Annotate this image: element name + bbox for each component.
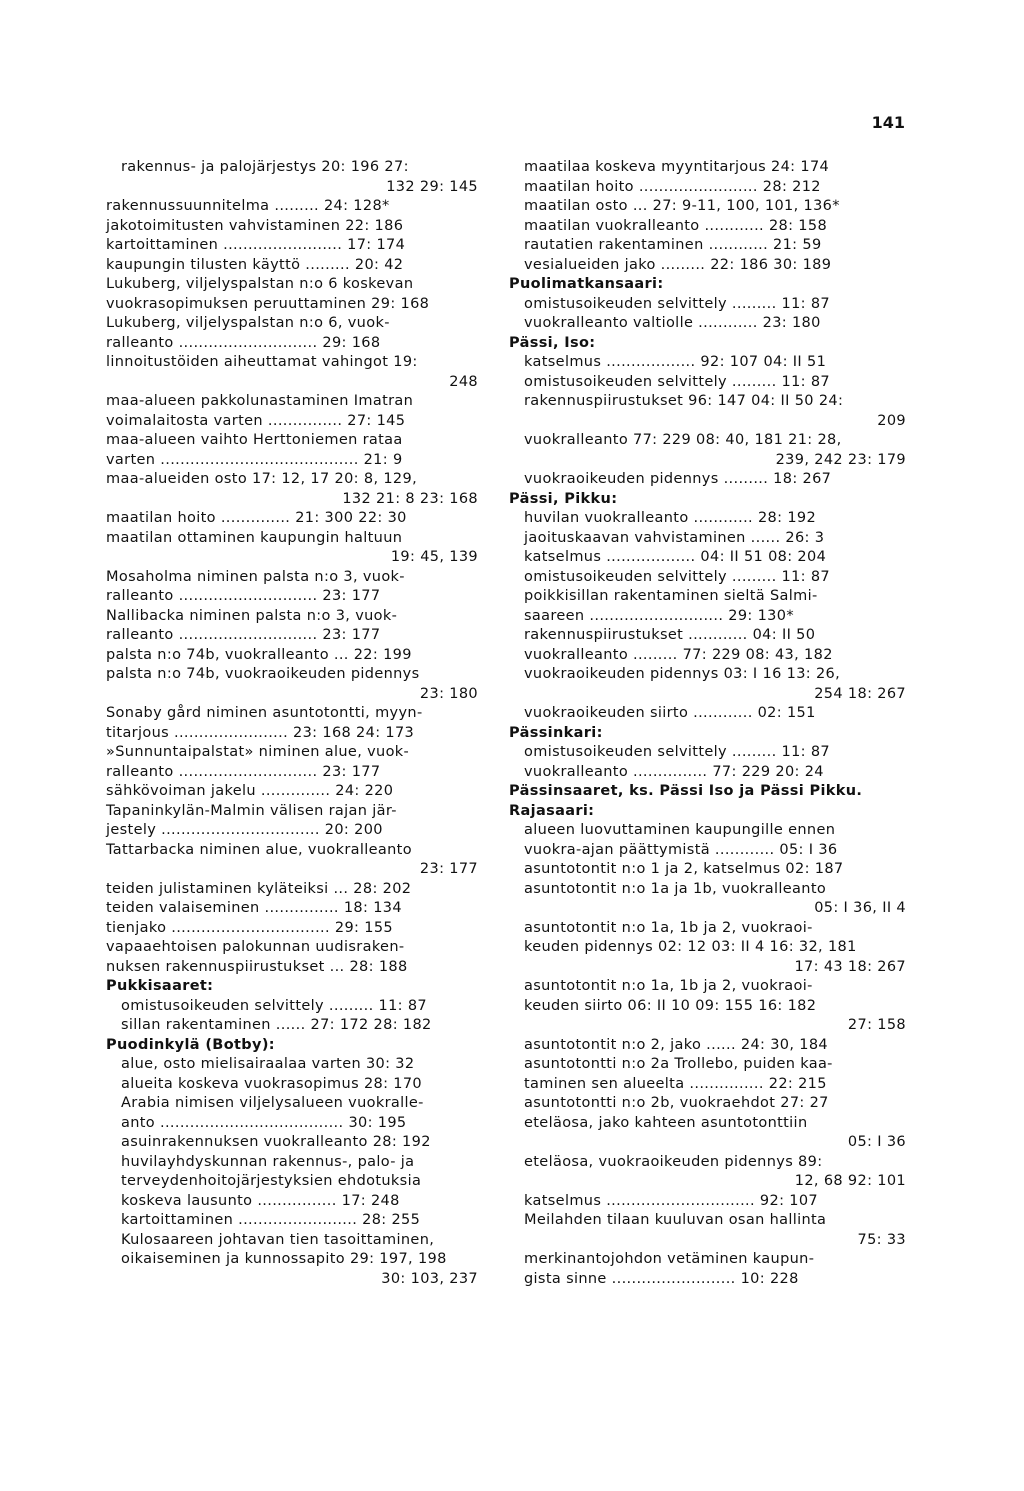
index-entry — [106, 568, 478, 607]
index-entry — [106, 1231, 478, 1290]
index-line: koskeva lausunto ................ 17: 248 — [121, 1192, 400, 1209]
index-column-left — [106, 158, 478, 1289]
index-line: Lukuberg, viljelyspalstan n:o 6, vuok- — [106, 315, 390, 331]
index-line: maa-alueiden osto 17: 12, 17 20: 8, 129, — [106, 471, 418, 487]
index-entry — [509, 763, 906, 783]
index-line: vesialueiden jako ......... 22: 186 30: 189 — [524, 256, 832, 273]
index-line: jaoituskaavan vahvistaminen ...... 26: 3 — [524, 529, 825, 546]
index-entry — [106, 802, 478, 841]
index-entry — [509, 1250, 906, 1289]
index-line: palsta n:o 74b, vuokralleanto ... 22: 199 — [106, 646, 412, 663]
index-entry — [106, 899, 478, 919]
index-entry — [509, 665, 906, 704]
index-line: katselmus .................. 92: 107 04: II 51 — [524, 354, 827, 370]
index-line: kaupungin tilusten käyttö ......... 20: 42 — [106, 256, 404, 273]
index-entry — [106, 1153, 478, 1212]
index-line: 12, 68 92: 101 — [794, 1173, 906, 1189]
index-entry — [509, 626, 906, 646]
index-line: Pukkisaaret: — [106, 978, 214, 994]
index-entry — [106, 1055, 478, 1075]
index-entry — [106, 275, 478, 314]
index-line: maatilan ottaminen kaupungin haltuun — [106, 529, 403, 546]
index-entry — [509, 217, 906, 237]
index-line: 248 — [449, 373, 478, 390]
index-line: maatilan osto ... 27: 9-11, 100, 101, 136* — [524, 198, 840, 214]
index-line: »Sunnuntaipalstat» niminen alue, vuok- — [106, 744, 410, 760]
index-line: gista sinne ......................... 10: 228 — [524, 1270, 799, 1287]
index-line: maatilan hoito ........................ 28: 212 — [524, 178, 821, 195]
index-entry — [106, 431, 478, 470]
index-entry — [106, 997, 478, 1017]
index-entry — [509, 256, 906, 276]
index-entry — [106, 665, 478, 704]
index-line: 132 29: 145 — [386, 178, 478, 195]
index-line: oikaiseminen ja kunnossapito 29: 197, 198 — [121, 1251, 447, 1267]
index-entry — [106, 529, 478, 568]
index-line: rakennus- ja palojärjestys 20: 196 27: — [121, 159, 409, 175]
index-line: anto ..................................... 30: 195 — [121, 1114, 407, 1131]
index-line: vuokraoikeuden pidennys ......... 18: 267 — [524, 471, 832, 487]
index-column-right — [509, 158, 906, 1289]
index-line: rakennuspiirustukset ............ 04: II 50 — [524, 627, 816, 643]
index-line: 30: 103, 237 — [381, 1270, 478, 1287]
index-line: Puodinkylä (Botby): — [106, 1036, 275, 1053]
index-line: 254 18: 267 — [814, 685, 906, 702]
index-entry — [106, 1016, 478, 1036]
index-line: asuntotontti n:o 2b, vuokraehdot 27: 27 — [524, 1095, 829, 1111]
index-line: nuksen rakennuspiirustukset ... 28: 188 — [106, 958, 408, 975]
index-line: huvilan vuokralleanto ............ 28: 192 — [524, 510, 817, 526]
index-line: Meilahden tilaan kuuluvan osan hallinta — [524, 1212, 827, 1228]
index-line: Arabia nimisen viljelysalueen vuokralle- — [121, 1095, 424, 1111]
index-entry — [509, 470, 906, 490]
index-line: eteläosa, vuokraoikeuden pidennys 89: — [524, 1153, 823, 1170]
index-entry — [106, 880, 478, 900]
index-entry — [509, 568, 906, 588]
index-line: maatilan vuokralleanto ............ 28: 158 — [524, 217, 828, 234]
index-line: alueen luovuttaminen kaupungille ennen — [524, 822, 836, 838]
index-entry — [509, 197, 906, 217]
index-entry — [106, 158, 478, 197]
index-entry — [106, 782, 478, 802]
index-line: sähkövoiman jakelu .............. 24: 220 — [106, 783, 394, 799]
index-entry — [509, 821, 906, 860]
index-line: keuden siirto 06: II 10 09: 155 16: 182 — [524, 997, 817, 1014]
index-entry — [509, 860, 906, 880]
index-line: 19: 45, 139 — [390, 549, 478, 565]
index-entry — [509, 1153, 906, 1192]
index-entry — [509, 1211, 906, 1250]
index-line: omistusoikeuden selvittely ......... 11: 87 — [524, 744, 830, 760]
index-line: vuokralleanto ......... 77: 229 08: 43, 182 — [524, 646, 833, 663]
index-line: omistusoikeuden selvittely ......... 11: 87 — [524, 373, 830, 390]
index-entry — [509, 431, 906, 470]
index-line: kartoittaminen ........................ 17: 174 — [106, 237, 406, 253]
index-entry — [106, 217, 478, 237]
index-line: Tapaninkylän-Malmin välisen rajan jär- — [106, 802, 397, 819]
index-line: merkinantojohdon vetäminen kaupun- — [524, 1251, 815, 1267]
index-line: 05: I 36 — [847, 1134, 906, 1150]
index-line: 23: 180 — [419, 685, 478, 702]
index-line: teiden julistaminen kyläteiksi ... 28: 202 — [106, 880, 412, 897]
index-entry — [106, 646, 478, 666]
index-line: maatilan hoito .............. 21: 300 22: 30 — [106, 510, 407, 526]
index-entry — [509, 548, 906, 568]
index-entry — [106, 392, 478, 431]
index-line: Rajasaari: — [509, 802, 595, 819]
index-heading — [509, 275, 906, 295]
index-line: 75: 33 — [857, 1231, 906, 1248]
index-line: Puolimatkansaari: — [509, 276, 664, 292]
index-line: eteläosa, jako kahteen asuntotonttiin — [524, 1114, 808, 1131]
index-entry — [509, 509, 906, 529]
index-line: asuntotontit n:o 1a ja 1b, vuokralleanto — [524, 880, 827, 897]
index-line: Kulosaareen johtavan tien tasoittaminen, — [121, 1231, 435, 1248]
index-line: alue, osto mielisairaalaa varten 30: 32 — [121, 1056, 415, 1072]
index-line: Pässinsaaret, ks. Pässi Iso ja Pässi Pikku. — [509, 783, 863, 799]
index-line: jakotoimitusten vahvistaminen 22: 186 — [106, 217, 404, 234]
index-line: Tattarbacka niminen alue, vuokralleanto — [106, 841, 412, 858]
index-entry — [509, 1055, 906, 1094]
index-line: 209 — [877, 412, 906, 429]
index-entry — [106, 1211, 478, 1231]
index-line: Pässi, Pikku: — [509, 490, 618, 507]
index-heading — [509, 490, 906, 510]
index-line: 17: 43 18: 267 — [794, 958, 906, 975]
index-entry — [509, 314, 906, 334]
index-line: maa-alueen pakkolunastaminen Imatran — [106, 393, 414, 409]
index-line: 05: I 36, II 4 — [814, 900, 906, 916]
index-line: vuokraoikeuden pidennys 03: I 16 13: 26, — [524, 666, 841, 682]
index-line: asuntotontit n:o 1a, 1b ja 2, vuokraoi- — [524, 978, 813, 994]
index-line: terveydenhoitojärjestyksien ehdotuksia — [121, 1173, 422, 1189]
index-line: vuokraoikeuden siirto ............ 02: 151 — [524, 705, 816, 721]
index-line: omistusoikeuden selvittely ......... 11: 87 — [524, 568, 830, 585]
index-entry — [106, 1075, 478, 1095]
index-entry — [106, 236, 478, 256]
index-entry — [509, 158, 906, 178]
index-line: alueita koskeva vuokrasopimus 28: 170 — [121, 1075, 423, 1092]
index-entry — [106, 841, 478, 880]
index-line: vuokrasopimuksen peruuttaminen 29: 168 — [106, 295, 430, 312]
index-entry — [106, 197, 478, 217]
index-line: linnoitustöiden aiheuttamat vahingot 19: — [106, 354, 418, 370]
index-entry — [509, 1094, 906, 1114]
index-entry — [509, 880, 906, 919]
index-line: rakennuspiirustukset 96: 147 04: II 50 24: — [524, 393, 844, 409]
index-entry — [509, 919, 906, 978]
index-entry — [509, 392, 906, 431]
index-line: omistusoikeuden selvittely ......... 11: 87 — [524, 295, 830, 312]
index-line: omistusoikeuden selvittely ......... 11: 87 — [121, 997, 427, 1014]
index-line: maatilaa koskeva myyntitarjous 24: 174 — [524, 159, 830, 175]
index-line: asuntotontti n:o 2a Trollebo, puiden kaa- — [524, 1056, 833, 1072]
index-line: 239, 242 23: 179 — [775, 451, 906, 468]
index-line: rakennussuunnitelma ......... 24: 128* — [106, 198, 390, 214]
index-line: katselmus .................. 04: II 51 08: 204 — [524, 549, 827, 565]
index-line: rautatien rakentaminen ............ 21: 59 — [524, 237, 822, 253]
index-heading — [509, 724, 906, 744]
page-number: 141 — [871, 113, 905, 132]
index-line: vapaaehtoisen palokunnan uudisraken- — [106, 939, 405, 955]
index-line: saareen ........................... 29: 130* — [524, 607, 794, 624]
index-line: katselmus .............................. 92: 107 — [524, 1192, 818, 1209]
index-line: 132 21: 8 23: 168 — [342, 490, 478, 507]
index-entry — [509, 977, 906, 1036]
index-heading — [509, 334, 906, 354]
index-line: asuinrakennuksen vuokralleanto 28: 192 — [121, 1134, 431, 1150]
index-line: ralleanto ............................ 23: 177 — [106, 588, 381, 604]
index-line: huvilayhdyskunnan rakennus-, palo- ja — [121, 1153, 415, 1170]
index-line: Mosaholma niminen palsta n:o 3, vuok- — [106, 568, 405, 585]
index-entry — [509, 373, 906, 393]
index-entry — [106, 509, 478, 529]
index-entry — [106, 353, 478, 392]
index-line: vuokralleanto ............... 77: 229 20: 24 — [524, 763, 824, 780]
index-entry — [509, 1114, 906, 1153]
index-line: poikkisillan rakentaminen sieltä Salmi- — [524, 588, 818, 604]
index-entry — [106, 704, 478, 743]
index-line: ralleanto ............................ 29: 168 — [106, 334, 381, 351]
index-line: voimalaitosta varten ............... 27: 145 — [106, 412, 406, 429]
index-entry — [106, 743, 478, 782]
index-entry — [106, 919, 478, 939]
index-line: asuntotontit n:o 1 ja 2, katselmus 02: 187 — [524, 861, 844, 877]
index-line: Sonaby gård niminen asuntotontti, myyn- — [106, 705, 423, 721]
index-entry — [509, 529, 906, 549]
index-line: teiden valaiseminen ............... 18: 134 — [106, 900, 402, 916]
index-entry — [509, 1192, 906, 1212]
index-line: Lukuberg, viljelyspalstan n:o 6 koskevan — [106, 276, 414, 292]
index-line: 27: 158 — [847, 1017, 906, 1033]
index-line: Pässi, Iso: — [509, 334, 596, 351]
index-entry — [509, 1036, 906, 1056]
index-line: vuokralleanto 77: 229 08: 40, 181 21: 28, — [524, 432, 842, 448]
index-line: Nallibacka niminen palsta n:o 3, vuok- — [106, 607, 398, 624]
index-entry — [106, 256, 478, 276]
index-entry — [509, 178, 906, 198]
index-heading — [509, 802, 906, 822]
index-line: 23: 177 — [419, 861, 478, 877]
index-line: vuokra-ajan päättymistä ............ 05: I 36 — [524, 841, 838, 858]
index-entry — [509, 295, 906, 315]
index-line: ralleanto ............................ 23: 177 — [106, 763, 381, 780]
index-heading — [106, 1036, 478, 1056]
index-line: asuntotontit n:o 2, jako ...... 24: 30, 184 — [524, 1036, 829, 1053]
index-entry — [106, 1133, 478, 1153]
index-entry — [106, 314, 478, 353]
index-entry — [106, 938, 478, 977]
index-heading — [106, 977, 478, 997]
index-entry — [509, 587, 906, 626]
index-line: palsta n:o 74b, vuokraoikeuden pidennys — [106, 666, 420, 682]
index-entry — [509, 646, 906, 666]
index-line: titarjous ....................... 23: 168 24: 173 — [106, 724, 415, 741]
index-entry — [106, 1094, 478, 1133]
index-line: sillan rakentaminen ...... 27: 172 28: 182 — [121, 1017, 432, 1033]
index-line: taminen sen alueelta ............... 22: 215 — [524, 1075, 827, 1092]
index-entry — [106, 470, 478, 509]
index-entry — [509, 743, 906, 763]
index-line: keuden pidennys 02: 12 03: II 4 16: 32, 181 — [524, 939, 857, 955]
index-line: tienjako ................................ 29: 155 — [106, 919, 393, 936]
index-heading — [509, 782, 906, 802]
index-line: maa-alueen vaihto Herttoniemen rataa — [106, 432, 403, 448]
index-line: varten ........................................ 21: 9 — [106, 451, 403, 468]
index-line: Pässinkari: — [509, 724, 603, 741]
index-line: jestely ................................ 20: 200 — [106, 822, 383, 838]
index-entry — [106, 607, 478, 646]
index-line: kartoittaminen ........................ 28: 255 — [121, 1212, 421, 1228]
index-line: ralleanto ............................ 23: 177 — [106, 627, 381, 643]
index-entry — [509, 353, 906, 373]
index-line: vuokralleanto valtiolle ............ 23: 180 — [524, 315, 821, 331]
index-entry — [509, 704, 906, 724]
index-line: asuntotontit n:o 1a, 1b ja 2, vuokraoi- — [524, 919, 813, 936]
index-entry — [509, 236, 906, 256]
